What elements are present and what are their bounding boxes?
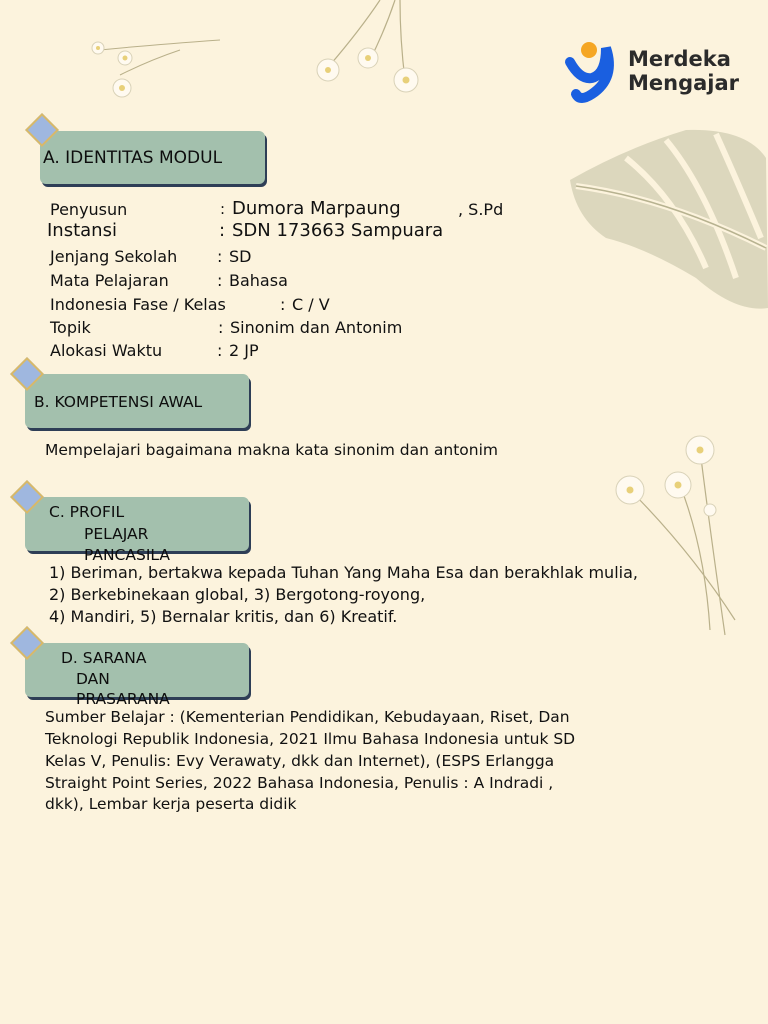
- field-alokasi-sep: :: [217, 341, 223, 360]
- field-instansi-sep: :: [219, 220, 226, 241]
- field-alokasi-label: Alokasi Waktu: [50, 341, 163, 360]
- section-d-title-line2: DAN: [76, 670, 110, 688]
- merdeka-mengajar-logo-icon: [562, 38, 622, 106]
- field-instansi-label: Instansi: [47, 220, 117, 241]
- section-c-line-2: 2) Berkebinekaan global, 3) Bergotong-royong,: [49, 585, 426, 604]
- section-d-header: [25, 643, 249, 708]
- section-d-title-line1: D. SARANA: [61, 649, 147, 667]
- section-c-title-line1: C. PROFIL: [49, 503, 125, 521]
- field-penyusun-suffix: , S.Pd: [458, 200, 504, 219]
- section-b-title: B. KOMPETENSI AWAL: [34, 393, 203, 411]
- section-b-header: [25, 374, 249, 428]
- section-c-title-line3: PANCASILA: [84, 546, 170, 564]
- section-c-title-line2: PELAJAR: [84, 525, 149, 543]
- flower-sprig-icon: [80, 20, 240, 110]
- section-d-line-4: Straight Point Series, 2022 Bahasa Indonesia, Penulis : A Indradi ,: [45, 774, 554, 792]
- field-mapel-value: Bahasa: [229, 271, 288, 290]
- section-b-text: Mempelajari bagaimana makna kata sinonim dan antonim: [45, 441, 498, 459]
- field-penyusun-sep: :: [220, 200, 226, 218]
- flower-sprig-icon: [610, 430, 750, 640]
- logo-text-line1: Merdeka: [628, 47, 731, 71]
- section-c-line-3: 4) Mandiri, 5) Bernalar kritis, dan 6) Kreatif.: [49, 607, 398, 626]
- field-topik-value: Sinonim dan Antonim: [230, 318, 403, 337]
- flower-sprig-icon: [300, 0, 440, 100]
- field-penyusun-label: Penyusun: [50, 200, 128, 219]
- monstera-leaf-icon: [566, 128, 768, 313]
- field-instansi-value: SDN 173663 Sampuara: [232, 220, 444, 241]
- section-d-line-1: Sumber Belajar : (Kementerian Pendidikan, Kebudayaan, Riset, Dan: [45, 708, 570, 726]
- field-mapel-label: Mata Pelajaran: [50, 271, 169, 290]
- field-fase-label: Indonesia Fase / Kelas: [50, 295, 226, 314]
- section-a-header: [40, 131, 265, 184]
- field-fase-sep: :: [280, 295, 286, 314]
- section-d-title-line3: PRASARANA: [76, 690, 170, 708]
- section-a-title: A. IDENTITAS MODUL: [43, 148, 223, 168]
- field-fase-value: C / V: [292, 295, 330, 314]
- field-jenjang-label: Jenjang Sekolah: [50, 247, 178, 266]
- field-jenjang-sep: :: [217, 247, 223, 266]
- logo-text-line2: Mengajar: [628, 71, 740, 95]
- field-alokasi-value: 2 JP: [229, 341, 259, 360]
- section-c-header: [25, 497, 249, 564]
- field-topik-sep: :: [218, 318, 224, 337]
- field-jenjang-value: SD: [229, 247, 252, 266]
- section-d-line-5: dkk), Lembar kerja peserta didik: [45, 795, 297, 813]
- section-d-line-2: Teknologi Republik Indonesia, 2021 Ilmu Bahasa Indonesia untuk SD: [45, 730, 576, 748]
- section-d-line-3: Kelas V, Penulis: Evy Verawaty, dkk dan Internet), (ESPS Erlangga: [45, 752, 555, 770]
- field-topik-label: Topik: [50, 318, 91, 337]
- field-mapel-sep: :: [217, 271, 223, 290]
- field-penyusun-value: Dumora Marpaung: [232, 198, 401, 219]
- section-c-line-1: 1) Beriman, bertakwa kepada Tuhan Yang Maha Esa dan berakhlak mulia,: [49, 563, 638, 582]
